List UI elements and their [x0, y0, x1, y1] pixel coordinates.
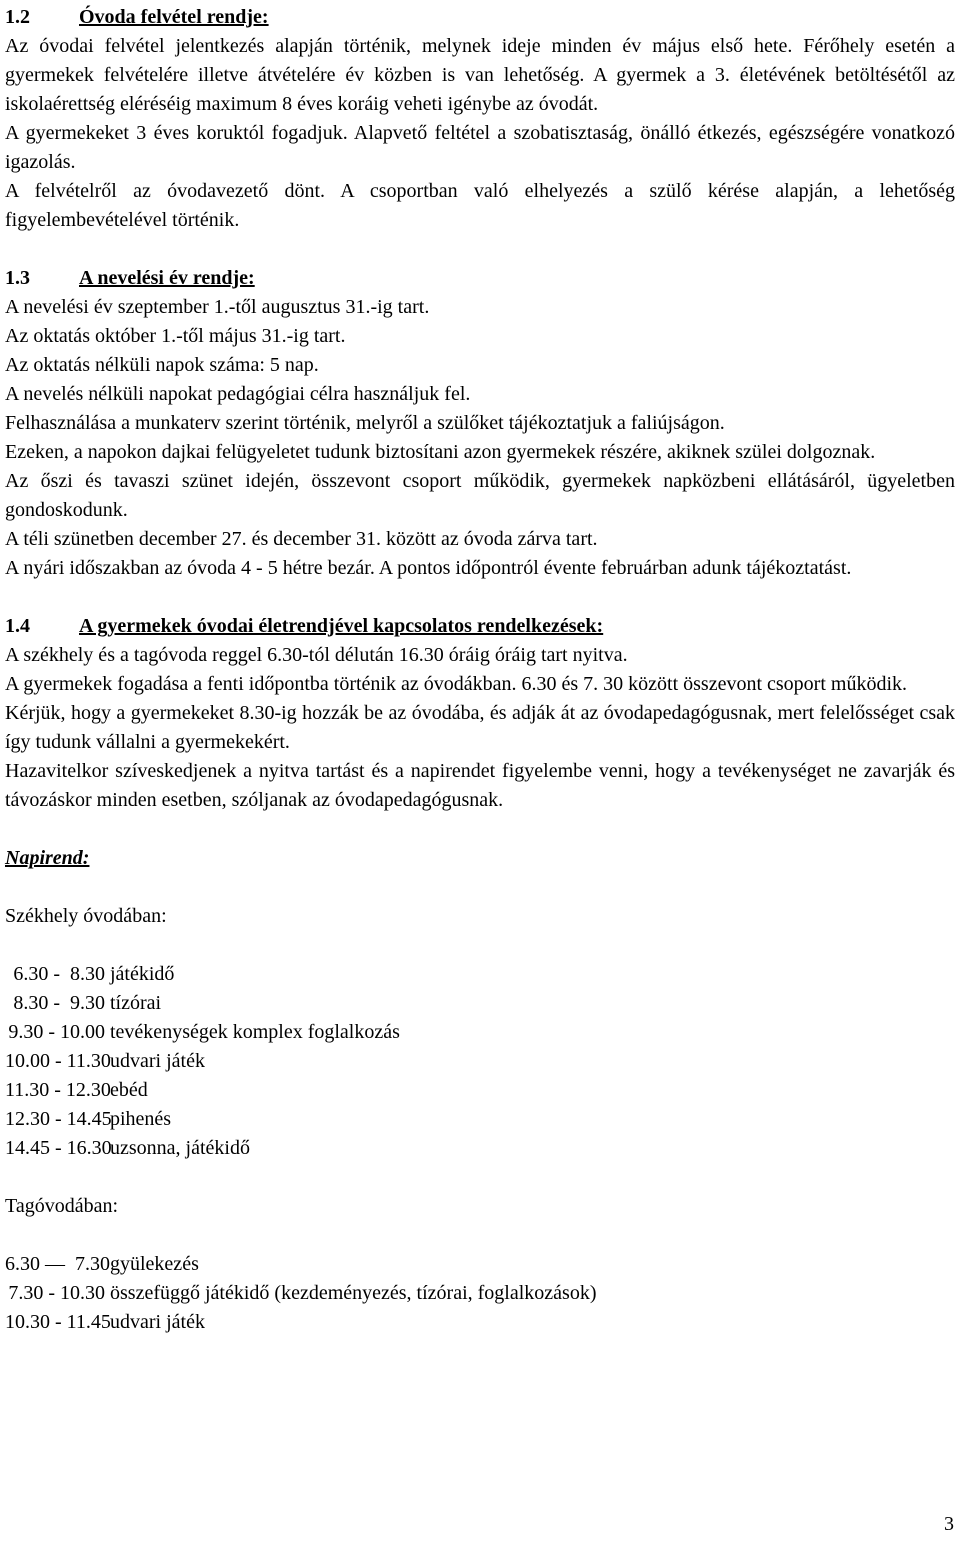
schedule-activity: tízórai: [110, 992, 162, 1014]
schedule-row: [5, 1047, 955, 1076]
paragraph: A nyári időszakban az óvoda 4 - 5 hétre bezár. A pontos időpontról évente februárban adunk tájékoztatást.: [5, 557, 852, 579]
document-page: [5, 3, 955, 1337]
schedule-time: 10.30 - 11.45: [5, 1311, 111, 1333]
schedule-time: 11.30 - 12.30: [5, 1079, 111, 1101]
paragraph: A székhely és a tagóvoda reggel 6.30-tól délután 16.30 óráig óráig tart nyitva.: [5, 644, 628, 666]
szekhely-schedule: [5, 960, 955, 1163]
paragraph: A nevelés nélküli napokat pedagógiai célra használjuk fel.: [5, 383, 471, 405]
schedule-activity: pihenés: [110, 1108, 172, 1130]
schedule-activity: udvari játék: [110, 1311, 205, 1333]
tagovoda-schedule: [5, 1250, 955, 1337]
schedule-row: [5, 1308, 955, 1337]
schedule-row: [5, 1279, 955, 1308]
schedule-time: 6.30 - 8.30: [13, 963, 105, 985]
szekhely-label: Székhely óvodában:: [5, 905, 167, 927]
schedule-activity: ebéd: [110, 1079, 148, 1101]
section-title: A gyermekek óvodai életrendjével kapcsolatos rendelkezések:: [79, 615, 604, 637]
section-heading-1-4: [5, 612, 955, 641]
schedule-row: [5, 1105, 955, 1134]
section-number: 1.3: [5, 267, 30, 289]
paragraph: Az oktatás október 1.-től május 31.-ig tart.: [5, 325, 346, 347]
schedule-row: [5, 1076, 955, 1105]
schedule-time: 9.30 - 10.00: [8, 1021, 105, 1043]
paragraph: Felhasználása a munkaterv szerint történik, melyről a szülőket tájékoztatjuk a faliújságon.: [5, 412, 725, 434]
section-title: A nevelési év rendje:: [79, 267, 255, 289]
section-heading-1-3: [5, 264, 955, 293]
napirend-heading: Napirend:: [5, 847, 90, 869]
schedule-time: 8.30 - 9.30: [13, 992, 105, 1014]
page-number: 3: [944, 1513, 954, 1535]
paragraph: A gyermekeket 3 éves koruktól fogadjuk. Alapvető feltétel a szobatisztaság, önálló étkezés, egészségére vonatkozó igazolás.: [5, 122, 955, 173]
schedule-time: 12.30 - 14.45: [5, 1108, 112, 1130]
paragraph: Az oktatás nélküli napok száma: 5 nap.: [5, 354, 319, 376]
schedule-time: 7.30 - 10.30: [8, 1282, 105, 1304]
schedule-time: 14.45 - 16.30: [5, 1137, 112, 1159]
schedule-activity: gyülekezés: [110, 1253, 199, 1275]
schedule-time: 10.00 - 11.30: [5, 1050, 111, 1072]
tagovoda-label: Tagóvodában:: [5, 1195, 119, 1217]
schedule-row: [5, 1018, 955, 1047]
paragraph: A nevelési év szeptember 1.-től augusztus 31.-ig tart.: [5, 296, 430, 318]
schedule-row: [5, 1134, 955, 1163]
schedule-row: [5, 989, 955, 1018]
schedule-activity: udvari játék: [110, 1050, 205, 1072]
paragraph: Kérjük, hogy a gyermekeket 8.30-ig hozzák be az óvodába, és adják át az óvodapedagógusnak, mert felelősséget csak így tudunk vállalni a gyermekekért.: [5, 702, 955, 753]
schedule-activity: tevékenységek komplex foglalkozás: [110, 1021, 400, 1043]
schedule-activity: összefüggő játékidő (kezdeményezés, tízórai, foglalkozások): [110, 1282, 597, 1304]
section-title: Óvoda felvétel rendje:: [79, 6, 269, 28]
section-heading-1-2: [5, 3, 955, 32]
schedule-activity: játékidő: [110, 963, 175, 985]
schedule-time: 6.30 — 7.30: [5, 1253, 110, 1275]
schedule-activity: uzsonna, játékidő: [110, 1137, 250, 1159]
paragraph: Az őszi és tavaszi szünet idején, összevont csoport működik, gyermekek napközbeni ellátásáról, ügyeletben gondoskodunk.: [5, 470, 955, 521]
paragraph: A gyermekek fogadása a fenti időpontba történik az óvodákban. 6.30 és 7. 30 között összevont csoport működik.: [5, 673, 908, 695]
schedule-row: [5, 960, 955, 989]
section-number: 1.4: [5, 615, 30, 637]
paragraph: Az óvodai felvétel jelentkezés alapján történik, melynek ideje minden év május első hete. Férőhely esetén a gyermekek felvételére illetve átvételére év közben is van lehetőség. A gyermek a 3. életévének betöltésétől az iskolaérettség eléréséig maximum 8 éves koráig veheti igénybe az óvodát.: [5, 35, 955, 115]
paragraph: Hazavitelkor szíveskedjenek a nyitva tartást és a napirendet figyelembe venni, hogy a tevékenységet ne zavarják és távozáskor minden esetben, szóljanak az óvodapedagógusnak.: [5, 760, 955, 811]
schedule-row: [5, 1250, 955, 1279]
paragraph: A felvételről az óvodavezető dönt. A csoportban való elhelyezés a szülő kérése alapján, a lehetőség figyelembevételével történik.: [5, 180, 955, 231]
section-number: 1.2: [5, 6, 30, 28]
paragraph: A téli szünetben december 27. és december 31. között az óvoda zárva tart.: [5, 528, 598, 550]
paragraph: Ezeken, a napokon dajkai felügyeletet tudunk biztosítani azon gyermekek részére, akiknek szülei dolgoznak.: [5, 441, 876, 463]
